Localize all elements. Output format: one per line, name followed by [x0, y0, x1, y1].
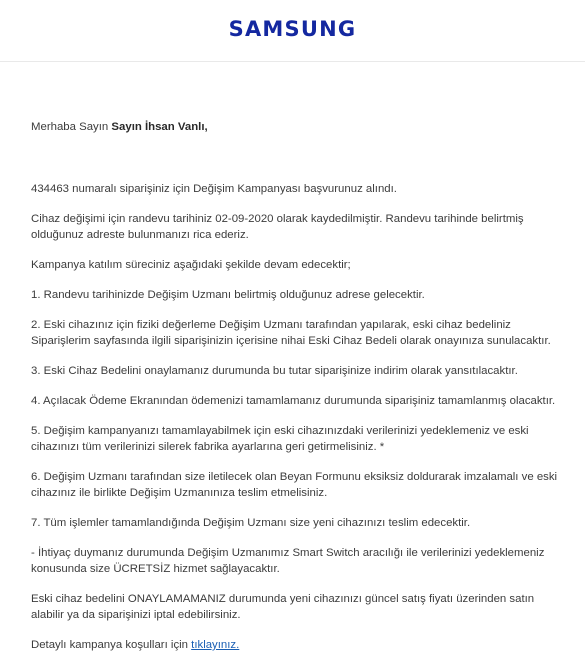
email-header: [0, 0, 585, 62]
campaign-terms-prefix: Detaylı kampanya koşulları için: [31, 639, 192, 651]
campaign-terms-line: [31, 637, 567, 653]
smart-switch-note: - İhtiyaç duymanız durumunda Değişim Uzmanımız Smart Switch aracılığı ile verilerinizi yedeklemeniz konusunda size ÜCRETSİZ hizmet sağlayacaktır.: [31, 547, 545, 575]
campaign-terms-link[interactable]: tıklayınız.: [191, 639, 240, 651]
step-3-text: 3. Eski Cihaz Bedelini onaylamanız durumunda bu tutar siparişinize indirim olarak yansıtılacaktır.: [31, 365, 518, 377]
customer-name: Sayın İhsan Vanlı,: [111, 121, 208, 133]
email-body: [0, 62, 585, 653]
step-7-text: 7. Tüm işlemler tamamlandığında Değişim Uzmanı size yeni cihazınızı teslim edecektir.: [31, 517, 471, 529]
greeting-prefix: Merhaba Sayın: [31, 121, 112, 133]
order-confirmation-text: 434463 numaralı siparişiniz için Değişim Kampanyası başvurunuz alındı.: [31, 183, 397, 195]
step-4-text: 4. Açılacak Ödeme Ekranından ödemenizi tamamlamanız durumunda siparişiniz tamamlanmış olacaktır.: [31, 395, 556, 407]
step-1-text: 1. Randevu tarihinizde Değişim Uzmanı belirtmiş olduğunuz adrese gelecektir.: [31, 289, 425, 301]
appointment-text: Cihaz değişimi için randevu tarihiniz 02-09-2020 olarak kaydedilmiştir. Randevu tarihinde belirtmiş olduğunuz adreste bulunmanızı rica ederiz.: [31, 213, 524, 241]
decline-note: Eski cihaz bedelini ONAYLAMAMANIZ durumunda yeni cihazınızı güncel satış fiyatı üzerinden satın alabilir ya da siparişinizi iptal edebilirsiniz.: [31, 593, 535, 621]
step-6-text: 6. Değişim Uzmanı tarafından size iletilecek olan Beyan Formunu eksiksiz doldurarak imzalamalı ve eski cihazınız ile birlikte Değişim Uzmanınıza teslim etmelisiniz.: [31, 471, 558, 499]
process-intro-text: Kampanya katılım süreciniz aşağıdaki şekilde devam edecektir;: [31, 259, 351, 271]
samsung-logo: SAMSUNG: [228, 17, 357, 41]
step-2-text: 2. Eski cihazınız için fiziki değerleme Değişim Uzmanı tarafından yapılarak, eski cihaz bedeliniz Siparişlerim sayfasında ilgili siparişinizin içerisine nihai Eski Cihaz Bedeli olarak onayınıza sunulacaktır.: [31, 319, 551, 347]
greeting: [31, 119, 567, 135]
step-5-text: 5. Değişim kampanyanızı tamamlayabilmek için eski cihazınızdaki verilerinizi yedeklemeniz ve eski cihazınızı tüm verilerinizi silerek fabrika ayarlarına geri getirmelisiniz. *: [31, 425, 529, 453]
